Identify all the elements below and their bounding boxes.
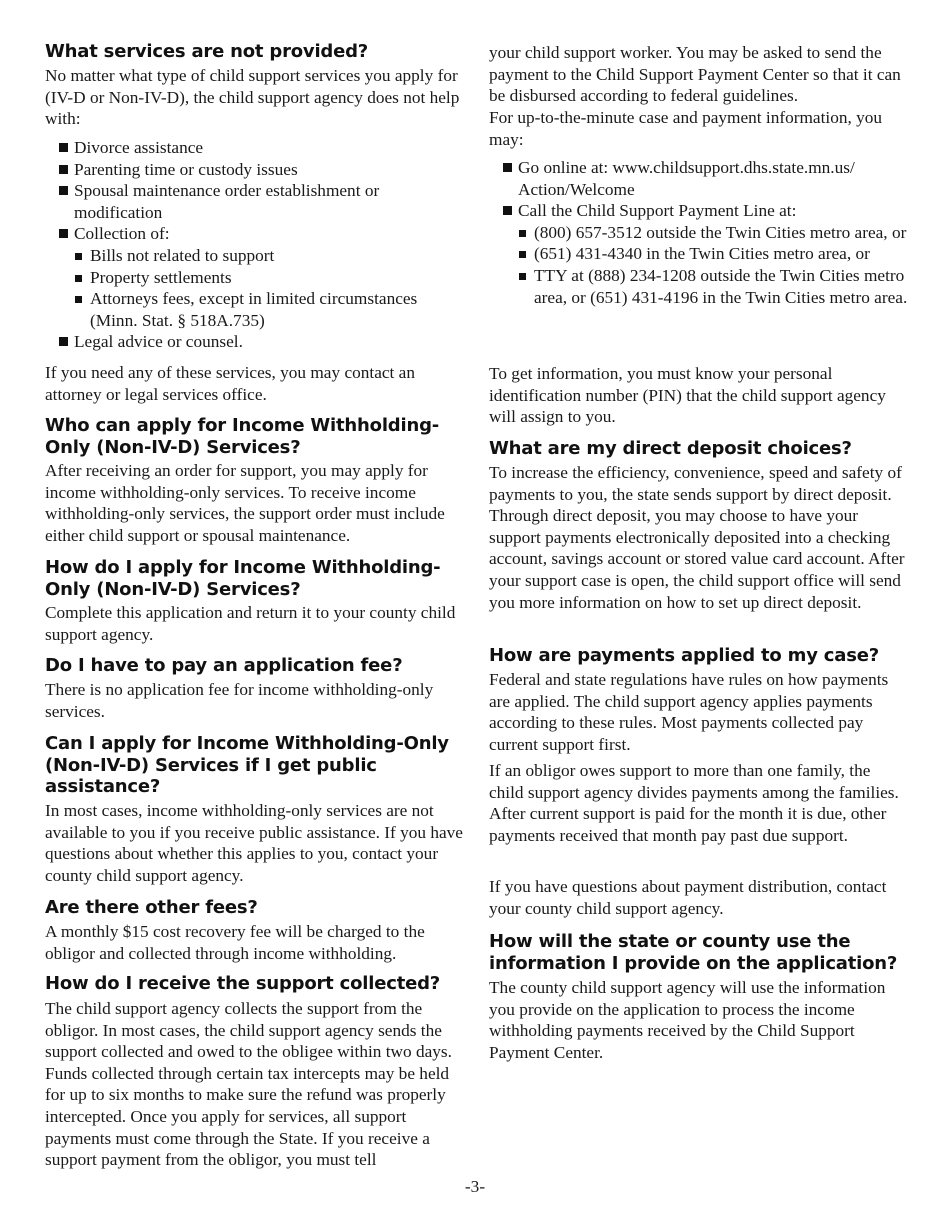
paragraph: If you need any of these services, you may contact an attorney or legal services office. — [45, 363, 415, 404]
list-item: Legal advice or counsel. — [58, 331, 463, 353]
paragraph: For up-to-the-minute case and payment information, you may: — [489, 108, 883, 149]
heading-payments-applied: How are payments applied to my case? — [489, 645, 879, 666]
list-item: Spousal maintenance order establishment or modification — [58, 180, 463, 223]
paragraph: After receiving an order for support, you may apply for income withholding-only services. To receive income withholding-only services, the support order must include either child support or spousal maintenance. — [45, 461, 445, 545]
paragraph: In most cases, income withholding-only services are not available to you if you receive public assistance. If you have questions about whether this applies to you, contact your county child support agency. — [45, 801, 463, 885]
paragraph: If you have questions about payment distribution, contact your county child support agency. — [489, 877, 887, 918]
sub-list-item: (800) 657-3512 outside the Twin Cities metro area, or — [518, 222, 909, 244]
heading-who-can-apply: Who can apply for Income Withholding-Only (Non-IV-D) Services? — [45, 415, 440, 458]
list-item-online: Go online at: www.childsupport.dhs.state.mn.us/ Action/Welcome — [502, 157, 909, 200]
sub-list-item: Bills not related to support — [74, 245, 463, 267]
services-list — [45, 137, 463, 353]
heading-direct-deposit: What are my direct deposit choices? — [489, 438, 852, 459]
paragraph: The child support agency collects the support from the obligor. In most cases, the child support agency sends the support collected and owed to the obligee within two days. Funds collected through certain tax intercepts may be held for up to six months to make sure the refund was properly intercepted. Once you apply for services, all support payments must come through the State. If you receive a support payment from the obligor, you must tell — [45, 999, 452, 1170]
paragraph: your child support worker. You may be asked to send the payment to the Child Support Payment Center so that it can be disbursed according to federal guidelines. — [489, 43, 901, 106]
info-list — [489, 157, 909, 308]
sub-list-item: Property settlements — [74, 267, 463, 289]
sub-list-item: (651) 431-4340 in the Twin Cities metro area, or — [518, 243, 909, 265]
paragraph: There is no application fee for income withholding-only services. — [45, 680, 434, 721]
page-number: -3- — [464, 1177, 486, 1196]
heading-public-assistance: Can I apply for Income Withholding-Only (Non-IV-D) Services if I get public assistance? — [45, 733, 449, 797]
paragraph: Complete this application and return it to your county child support agency. — [45, 603, 456, 644]
list-item-phone: Call the Child Support Payment Line at: — [502, 200, 909, 222]
paragraph: A monthly $15 cost recovery fee will be charged to the obligor and collected through income withholding. — [45, 922, 425, 963]
heading-use-information: How will the state or county use the information I provide on the application? — [489, 931, 898, 974]
heading-services-not-provided: What services are not provided? — [45, 41, 369, 62]
heading-application-fee: Do I have to pay an application fee? — [45, 655, 403, 676]
list-item: Collection of: — [58, 223, 463, 245]
list-item: Divorce assistance — [58, 137, 463, 159]
paragraph: No matter what type of child support services you apply for (IV-D or Non-IV-D), the child support agency does not help with: — [45, 66, 460, 129]
heading-receive-support: How do I receive the support collected? — [45, 973, 441, 994]
heading-other-fees: Are there other fees? — [45, 897, 258, 918]
paragraph: If an obligor owes support to more than one family, the child support agency divides payments among the families. After current support is paid for the month it is due, other payments received that month pay past due support. — [489, 761, 899, 845]
sub-list-item: TTY at (888) 234-1208 outside the Twin Cities metro area, or (651) 431-4196 in the Twin Cities metro area. — [518, 265, 909, 308]
list-item: Parenting time or custody issues — [58, 159, 463, 181]
paragraph: To increase the efficiency, convenience, speed and safety of payments to you, the state sends support by direct deposit. Through direct deposit, you may choose to have your support payments electronically deposited into a checking account, savings account or stored value card account. After your support case is open, the child support office will send you more information on how to set up direct deposit. — [489, 463, 905, 612]
paragraph: To get information, you must know your personal identification number (PIN) that the child support agency will assign to you. — [489, 364, 886, 427]
paragraph: Federal and state regulations have rules on how payments are applied. The child support agency applies payments according to these rules. Most payments collected pay current support first. — [489, 670, 889, 754]
paragraph: The county child support agency will use the information you provide on the application to process the income withholding payments received by the Child Support Payment Center. — [489, 978, 886, 1062]
sub-list-item: Attorneys fees, except in limited circumstances (Minn. Stat. § 518A.735) — [74, 288, 463, 331]
heading-how-apply: How do I apply for Income Withholding-Only (Non-IV-D) Services? — [45, 557, 441, 600]
